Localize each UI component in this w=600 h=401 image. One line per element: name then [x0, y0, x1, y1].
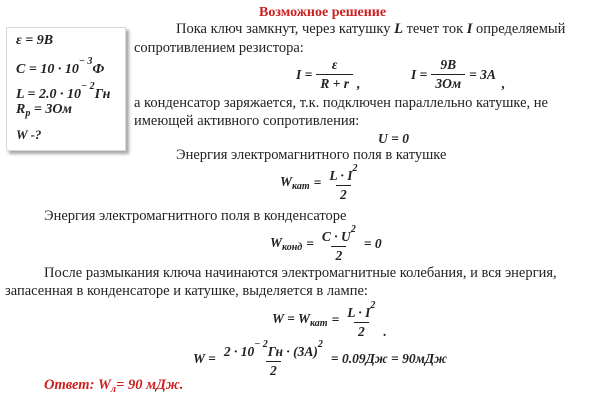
- text: Пока ключ замкнут, через катушку: [176, 21, 391, 37]
- paragraph-1-line-2: сопротивлением резистора:: [134, 40, 304, 56]
- inductance-unit: Гн: [94, 87, 111, 102]
- capacitance-unit: Ф: [92, 62, 105, 77]
- denominator: 2: [336, 185, 351, 203]
- answer-label: Ответ: W: [44, 377, 111, 393]
- numerator-part-b: Гн · (3A): [267, 344, 318, 359]
- numerator-text: L · I: [329, 168, 353, 183]
- fraction: [316, 57, 353, 92]
- numerator: [325, 163, 361, 185]
- exponent-1: − 2: [254, 339, 268, 350]
- subscript: конд: [282, 242, 303, 253]
- symbol-I: I: [466, 21, 473, 37]
- resistance-subscript: р: [25, 108, 31, 119]
- formula-lhs: I =: [411, 66, 428, 82]
- numerator: [318, 224, 360, 246]
- paragraph-5-line-2: запасенная в конденсаторе и катушке, выделяется в лампе:: [5, 283, 368, 299]
- exponent: 2: [350, 224, 356, 235]
- paragraph-3: Энергия электромагнитного поля в катушке: [176, 147, 447, 163]
- paragraph-1-line-1: [176, 21, 565, 38]
- answer-value: = 90 мДж.: [116, 377, 184, 393]
- energy-symbol: [272, 311, 328, 329]
- formula-total-energy: [272, 300, 387, 340]
- answer-subscript: л: [110, 384, 117, 395]
- formula-rhs: = 3A: [469, 66, 496, 82]
- inductance-value: L = 2.0 · 10: [16, 87, 82, 102]
- answer: [44, 377, 183, 395]
- paragraph-5-line-1: После размыкания ключа начинаются электромагнитные колебания, и вся энергия,: [44, 265, 557, 281]
- subscript: кат: [292, 181, 310, 192]
- given-resistance: [16, 102, 72, 119]
- comma: ,: [501, 76, 506, 91]
- subscript: кат: [309, 318, 328, 329]
- exponent: 2: [370, 300, 376, 311]
- given-find: W -?: [16, 127, 42, 142]
- given-data-box: [6, 27, 126, 151]
- denominator: 2: [331, 246, 346, 264]
- formula-rhs: = 0.09Дж = 90мДж: [330, 351, 447, 366]
- formula-current-value: [411, 57, 505, 92]
- formula-ohms-law: [296, 57, 360, 92]
- given-capacitance: [16, 56, 104, 78]
- solution-title: Возможное решение: [259, 5, 387, 20]
- capacitance-value: C = 10 · 10: [16, 62, 79, 77]
- denominator: 2: [266, 361, 281, 379]
- denominator: 2: [354, 322, 369, 340]
- equals: =: [313, 175, 322, 190]
- equals: =: [331, 312, 340, 327]
- fraction: [431, 57, 465, 92]
- exponent: 2: [352, 163, 358, 174]
- formula-coil-energy: [280, 163, 365, 203]
- energy-symbol: [270, 235, 302, 253]
- fraction: [343, 300, 379, 340]
- paragraph-4: Энергия электромагнитного поля в конденсаторе: [44, 208, 347, 224]
- exponent-2: 2: [317, 339, 323, 350]
- formula-voltage: U = 0: [378, 131, 409, 146]
- numerator: 9B: [440, 57, 457, 72]
- paragraph-2-line-2: имеющей активного сопротивления:: [134, 113, 360, 129]
- fraction: [318, 224, 360, 264]
- formula-rhs: = 0: [363, 236, 382, 251]
- given-emf: ε = 9B: [16, 33, 54, 48]
- symbol-W: W: [270, 235, 283, 250]
- numerator-part-a: 2 · 10: [223, 344, 255, 359]
- numerator-text: C · U: [321, 229, 351, 244]
- resistance-value: = 3Ом: [30, 102, 73, 117]
- inductance-exponent: − 2: [81, 81, 95, 92]
- numerator: [220, 339, 327, 361]
- symbol-L: L: [394, 21, 403, 37]
- denominator: R + r: [316, 74, 353, 92]
- formula-capacitor-energy: [270, 224, 382, 264]
- symbol-W: W: [280, 174, 293, 189]
- comma: ,: [357, 76, 361, 91]
- formula-numeric-result: [193, 339, 447, 379]
- numerator: ε: [331, 57, 338, 72]
- fraction: [325, 163, 361, 203]
- given-inductance: [16, 81, 110, 103]
- formula-lhs: I =: [296, 66, 313, 82]
- denominator: 3Ом: [431, 74, 465, 92]
- energy-symbol: [280, 174, 310, 192]
- equals: =: [306, 236, 314, 251]
- formula-lhs: W =: [193, 351, 216, 366]
- numerator-text: L · I: [347, 305, 371, 320]
- paragraph-2-line-1: а конденсатор заряжается, т.к. подключен параллельно катушке, не: [134, 95, 548, 111]
- capacitance-exponent: − 3: [78, 56, 93, 67]
- text: течет ток: [406, 21, 464, 37]
- period: .: [383, 324, 387, 339]
- text: определяемый: [476, 21, 566, 37]
- lhs-text: W = W: [272, 311, 310, 326]
- resistance-symbol: R: [16, 102, 26, 117]
- fraction: [220, 339, 327, 379]
- numerator: [343, 300, 379, 322]
